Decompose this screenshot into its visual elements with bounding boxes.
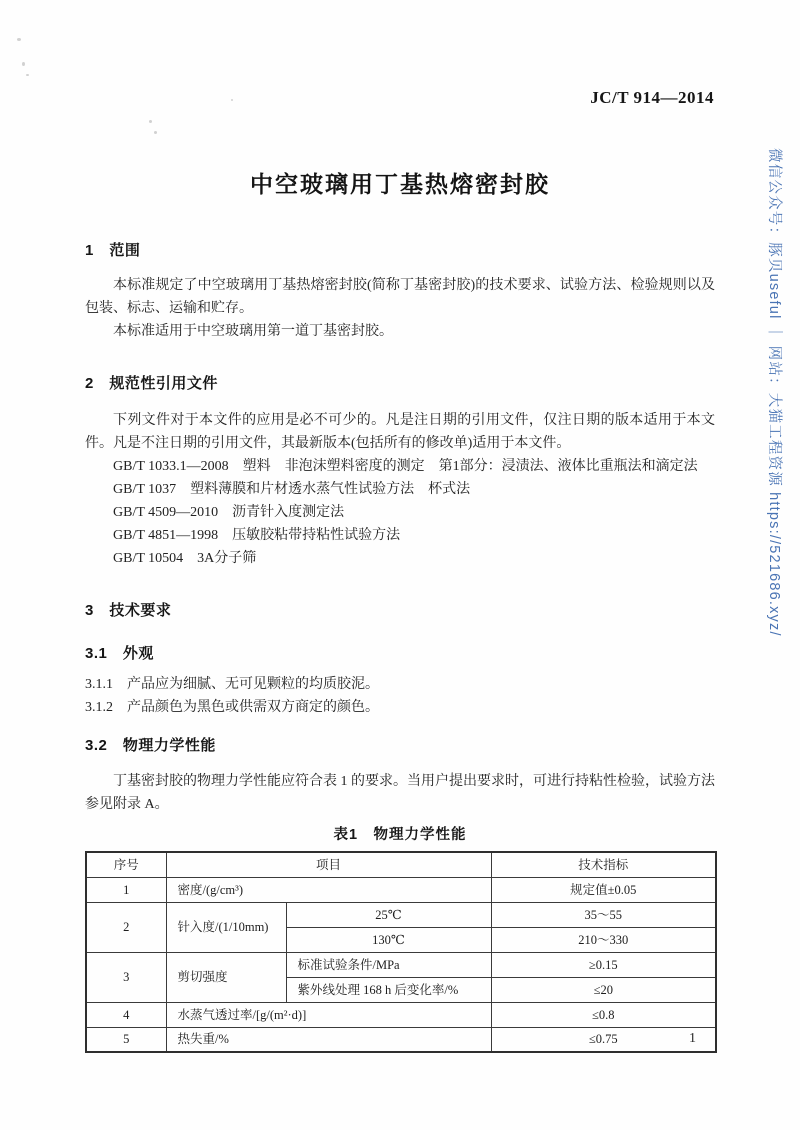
document-body [85, 0, 715, 1053]
condition-130c: 130℃ [286, 927, 491, 952]
table-header-row [86, 852, 716, 877]
section-3-heading: 3 技术要求 [85, 602, 172, 619]
table-row [86, 902, 716, 927]
spec-penetration-25c: 35～55 [491, 902, 716, 927]
reference-item: GB/T 10504 3A分子筛 [113, 551, 257, 566]
item-shear-strength: 剪切强度 [166, 952, 286, 1002]
spec-density: 规定值±0.05 [491, 877, 716, 902]
clause-3-1-1: 3.1.1 产品应为细腻、无可见颗粒的均质胶泥。 [85, 677, 379, 692]
spec-shear-uv: ≤20 [491, 977, 716, 1002]
section-2-paragraph-1: 下列文件对于本文件的应用是必不可少的。凡是注日期的引用文件，仅注日期的版本适用于本文件。凡是不注日期的引用文件，其最新版本(包括所有的修改单)适用于本文件。 [85, 413, 715, 451]
section-2-heading: 2 规范性引用文件 [85, 375, 218, 392]
reference-item: GB/T 1037 塑料薄膜和片材透水蒸气性试验方法 杯式法 [113, 482, 471, 497]
table-row [86, 952, 716, 977]
table-row [86, 1027, 716, 1052]
table-row [86, 877, 716, 902]
standard-code: JC/T 914—2014 [590, 88, 714, 107]
spec-shear-standard: ≥0.15 [491, 952, 716, 977]
section-1-paragraph-2: 本标准适用于中空玻璃用第一道丁基密封胶。 [113, 324, 393, 339]
spec-heat-loss: ≤0.75 [491, 1027, 716, 1052]
section-1-heading: 1 范围 [85, 242, 141, 259]
item-heat-loss: 热失重/% [166, 1027, 491, 1052]
row-number: 5 [86, 1027, 166, 1052]
column-header-spec: 技术指标 [491, 852, 716, 877]
table-row [86, 1002, 716, 1027]
page-number: 1 [689, 1031, 696, 1046]
row-number: 1 [86, 877, 166, 902]
row-number: 4 [86, 1002, 166, 1027]
condition-standard-test: 标准试验条件/MPa [286, 952, 491, 977]
item-density: 密度/(g/cm³) [166, 877, 491, 902]
scan-speckle [22, 62, 25, 66]
physical-properties-table [85, 851, 717, 1053]
section-3-2-paragraph-1: 丁基密封胶的物理力学性能应符合表 1 的要求。当用户提出要求时，可进行持粘性检验，试验方法参见附录 A。 [85, 774, 715, 812]
document-title: 中空玻璃用丁基热熔密封胶 [250, 171, 550, 197]
section-3-2-heading: 3.2 物理力学性能 [85, 737, 216, 754]
clause-3-1-2: 3.1.2 产品颜色为黑色或供需双方商定的颜色。 [85, 700, 379, 715]
condition-25c: 25℃ [286, 902, 491, 927]
item-penetration: 针入度/(1/10mm) [166, 902, 286, 952]
spec-penetration-130c: 210～330 [491, 927, 716, 952]
column-header-item: 项目 [166, 852, 491, 877]
section-3-1-heading: 3.1 外观 [85, 645, 154, 662]
condition-uv-168h: 紫外线处理 168 h 后变化率/% [286, 977, 491, 1002]
spec-water-vapor: ≤0.8 [491, 1002, 716, 1027]
section-1-paragraph-1: 本标准规定了中空玻璃用丁基热熔密封胶(简称丁基密封胶)的技术要求、试验方法、检验规则以及包装、标志、运输和贮存。 [85, 278, 715, 316]
row-number: 3 [86, 952, 166, 1002]
column-header-index: 序号 [86, 852, 166, 877]
scan-speckle [17, 38, 21, 41]
reference-item: GB/T 4851—1998 压敏胶粘带持粘性试验方法 [113, 528, 401, 543]
item-water-vapor: 水蒸气透过率/[g/(m²·d)] [166, 1002, 491, 1027]
reference-item: GB/T 1033.1—2008 塑料 非泡沫塑料密度的测定 第1部分：浸渍法、液体比重瓶法和滴定法 [113, 459, 698, 474]
row-number: 2 [86, 902, 166, 952]
scan-speckle [26, 74, 29, 76]
table-1-caption: 表1 物理力学性能 [333, 827, 467, 843]
watermark-text: 微信公众号：豚贝useful ｜ 网站：大猫工程资源 https://521686.xyz/ [766, 148, 782, 637]
reference-item: GB/T 4509—2010 沥青针入度测定法 [113, 505, 345, 520]
